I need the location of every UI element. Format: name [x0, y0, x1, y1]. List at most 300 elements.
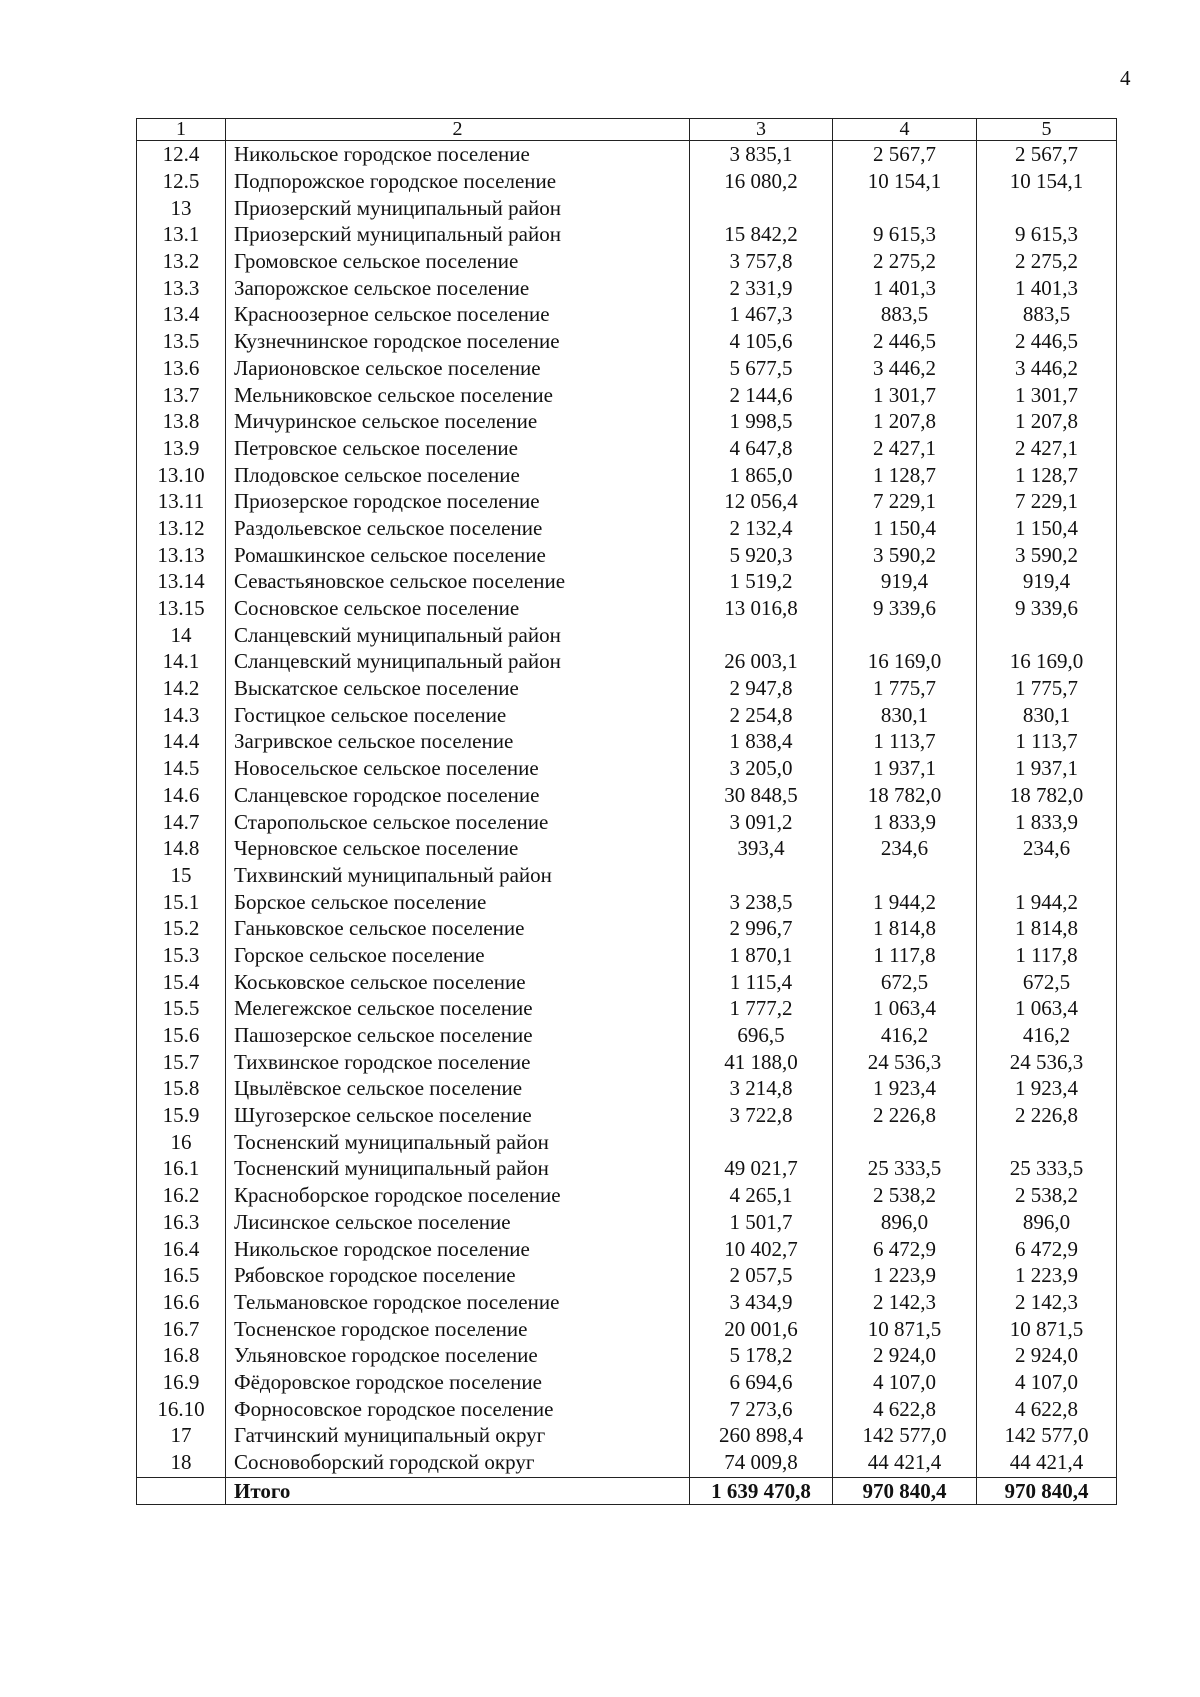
row-value-4: 1 117,8: [833, 942, 977, 969]
row-value-4: 10 154,1: [833, 168, 977, 195]
row-value-3: 3 434,9: [690, 1289, 833, 1316]
row-value-4: 1 775,7: [833, 675, 977, 702]
table-body: [137, 141, 1117, 1478]
row-value-5: 830,1: [977, 701, 1117, 728]
budget-table: [136, 118, 1117, 1505]
table-row: [137, 541, 1117, 568]
table-footer: [137, 1478, 1117, 1505]
row-name: Петровское сельское поселение: [226, 435, 690, 462]
row-number: 15.6: [137, 1022, 226, 1049]
row-number: 15.4: [137, 968, 226, 995]
row-name: Сосновоборский городской округ: [226, 1449, 690, 1478]
column-header-2: 2: [226, 119, 690, 141]
row-value-5: 1 923,4: [977, 1075, 1117, 1102]
row-value-3: 49 021,7: [690, 1155, 833, 1182]
table-row: [137, 1262, 1117, 1289]
total-number-cell: [137, 1478, 226, 1505]
row-value-4: 1 150,4: [833, 515, 977, 542]
row-value-3: 6 694,6: [690, 1369, 833, 1396]
row-name: Форносовское городское поселение: [226, 1395, 690, 1422]
row-value-3: 2 331,9: [690, 274, 833, 301]
row-value-3: 7 273,6: [690, 1395, 833, 1422]
header-row: [137, 119, 1117, 141]
row-value-4: 10 871,5: [833, 1315, 977, 1342]
row-value-5: 1 944,2: [977, 888, 1117, 915]
row-number: 14.3: [137, 701, 226, 728]
row-number: 16.10: [137, 1395, 226, 1422]
row-name: Пашозерское сельское поселение: [226, 1022, 690, 1049]
row-value-5: 2 924,0: [977, 1342, 1117, 1369]
row-value-4: 234,6: [833, 835, 977, 862]
column-header-3: 3: [690, 119, 833, 141]
table-row: [137, 1102, 1117, 1129]
row-name: Гостицкое сельское поселение: [226, 701, 690, 728]
row-name: Запорожское сельское поселение: [226, 274, 690, 301]
row-name: Подпорожское городское поселение: [226, 168, 690, 195]
row-value-3: 4 265,1: [690, 1182, 833, 1209]
row-number: 15.2: [137, 915, 226, 942]
row-value-5: 1 207,8: [977, 408, 1117, 435]
row-value-5: 1 814,8: [977, 915, 1117, 942]
row-value-4: 1 128,7: [833, 461, 977, 488]
row-value-5: 883,5: [977, 301, 1117, 328]
row-number: 15: [137, 862, 226, 889]
row-value-5: 16 169,0: [977, 648, 1117, 675]
row-value-3: 1 777,2: [690, 995, 833, 1022]
row-value-5: 1 150,4: [977, 515, 1117, 542]
row-value-4: 6 472,9: [833, 1235, 977, 1262]
row-number: 15.8: [137, 1075, 226, 1102]
row-value-5: 1 113,7: [977, 728, 1117, 755]
row-number: 13.6: [137, 355, 226, 382]
row-value-3: 1 838,4: [690, 728, 833, 755]
row-value-4: 18 782,0: [833, 782, 977, 809]
row-value-4: 2 567,7: [833, 141, 977, 168]
row-name: Громовское сельское поселение: [226, 248, 690, 275]
table-row: [137, 1422, 1117, 1449]
row-name: Никольское городское поселение: [226, 1235, 690, 1262]
row-number: 13.9: [137, 435, 226, 462]
table-row: [137, 435, 1117, 462]
row-name: Ларионовское сельское поселение: [226, 355, 690, 382]
row-value-4: 3 590,2: [833, 541, 977, 568]
row-name: Кузнечнинское городское поселение: [226, 328, 690, 355]
total-row: [137, 1478, 1117, 1505]
table-row: [137, 1022, 1117, 1049]
row-name: Приозерский муниципальный район: [226, 194, 690, 221]
row-value-5: [977, 194, 1117, 221]
row-value-4: 2 142,3: [833, 1289, 977, 1316]
row-value-3: 20 001,6: [690, 1315, 833, 1342]
row-value-5: 10 154,1: [977, 168, 1117, 195]
row-value-3: 10 402,7: [690, 1235, 833, 1262]
row-value-3: [690, 621, 833, 648]
row-number: 14.5: [137, 755, 226, 782]
row-name: Тосненский муниципальный район: [226, 1155, 690, 1182]
row-value-3: 2 057,5: [690, 1262, 833, 1289]
table-row: [137, 782, 1117, 809]
row-value-4: 24 536,3: [833, 1048, 977, 1075]
table-row: [137, 408, 1117, 435]
row-value-3: 1 998,5: [690, 408, 833, 435]
row-value-3: 1 865,0: [690, 461, 833, 488]
row-name: Приозерское городское поселение: [226, 488, 690, 515]
row-value-5: 416,2: [977, 1022, 1117, 1049]
row-number: 13.11: [137, 488, 226, 515]
row-value-3: 13 016,8: [690, 595, 833, 622]
row-value-4: 9 339,6: [833, 595, 977, 622]
row-name: Красноборское городское поселение: [226, 1182, 690, 1209]
row-number: 13.4: [137, 301, 226, 328]
table-row: [137, 701, 1117, 728]
row-value-4: 896,0: [833, 1209, 977, 1236]
row-number: 14.1: [137, 648, 226, 675]
table-row: [137, 194, 1117, 221]
row-value-5: 3 590,2: [977, 541, 1117, 568]
row-name: Ульяновское городское поселение: [226, 1342, 690, 1369]
row-value-4: 9 615,3: [833, 221, 977, 248]
row-value-5: 1 937,1: [977, 755, 1117, 782]
row-number: 16.3: [137, 1209, 226, 1236]
row-value-4: 883,5: [833, 301, 977, 328]
row-value-3: 2 947,8: [690, 675, 833, 702]
row-name: Тихвинский муниципальный район: [226, 862, 690, 889]
row-number: 16.1: [137, 1155, 226, 1182]
table-row: [137, 221, 1117, 248]
row-name: Черновское сельское поселение: [226, 835, 690, 862]
row-value-3: 5 677,5: [690, 355, 833, 382]
row-number: 13.8: [137, 408, 226, 435]
row-value-5: 234,6: [977, 835, 1117, 862]
table-row: [137, 862, 1117, 889]
row-number: 13.10: [137, 461, 226, 488]
table-row: [137, 1182, 1117, 1209]
table-row: [137, 515, 1117, 542]
row-name: Рябовское городское поселение: [226, 1262, 690, 1289]
row-value-4: [833, 862, 977, 889]
table-row: [137, 968, 1117, 995]
table-row: [137, 995, 1117, 1022]
row-value-4: 3 446,2: [833, 355, 977, 382]
row-value-5: [977, 621, 1117, 648]
table-row: [137, 168, 1117, 195]
table-row: [137, 355, 1117, 382]
table-row: [137, 1235, 1117, 1262]
row-value-5: 1 401,3: [977, 274, 1117, 301]
row-value-3: 2 144,6: [690, 381, 833, 408]
row-number: 16: [137, 1128, 226, 1155]
table-row: [137, 141, 1117, 168]
row-value-5: 6 472,9: [977, 1235, 1117, 1262]
row-value-5: 9 339,6: [977, 595, 1117, 622]
row-number: 13.5: [137, 328, 226, 355]
row-number: 18: [137, 1449, 226, 1478]
row-number: 13.7: [137, 381, 226, 408]
row-number: 16.4: [137, 1235, 226, 1262]
row-value-3: [690, 1128, 833, 1155]
row-value-3: 16 080,2: [690, 168, 833, 195]
row-value-5: [977, 1128, 1117, 1155]
row-value-5: 2 142,3: [977, 1289, 1117, 1316]
table-row: [137, 1075, 1117, 1102]
row-name: Сланцевское городское поселение: [226, 782, 690, 809]
row-name: Загривское сельское поселение: [226, 728, 690, 755]
row-value-5: 18 782,0: [977, 782, 1117, 809]
row-value-5: 919,4: [977, 568, 1117, 595]
row-number: 14.7: [137, 808, 226, 835]
row-number: 12.5: [137, 168, 226, 195]
row-value-5: 2 446,5: [977, 328, 1117, 355]
row-name: Новосельское сельское поселение: [226, 755, 690, 782]
row-value-4: 1 113,7: [833, 728, 977, 755]
row-number: 16.9: [137, 1369, 226, 1396]
table-row: [137, 835, 1117, 862]
table-row: [137, 1048, 1117, 1075]
row-name: Шугозерское сельское поселение: [226, 1102, 690, 1129]
row-value-4: 1 223,9: [833, 1262, 977, 1289]
row-value-5: 1 775,7: [977, 675, 1117, 702]
row-name: Фёдоровское городское поселение: [226, 1369, 690, 1396]
row-value-3: 2 132,4: [690, 515, 833, 542]
row-value-5: 142 577,0: [977, 1422, 1117, 1449]
row-name: Гатчинский муниципальный округ: [226, 1422, 690, 1449]
row-value-4: 2 924,0: [833, 1342, 977, 1369]
row-number: 17: [137, 1422, 226, 1449]
row-value-3: 3 722,8: [690, 1102, 833, 1129]
row-number: 13.14: [137, 568, 226, 595]
row-number: 13.1: [137, 221, 226, 248]
row-value-3: 15 842,2: [690, 221, 833, 248]
table-row: [137, 728, 1117, 755]
table-row: [137, 942, 1117, 969]
table-row: [137, 274, 1117, 301]
row-name: Коськовское сельское поселение: [226, 968, 690, 995]
row-number: 15.3: [137, 942, 226, 969]
row-number: 14.8: [137, 835, 226, 862]
row-value-5: 25 333,5: [977, 1155, 1117, 1182]
row-value-4: 1 401,3: [833, 274, 977, 301]
row-value-4: 2 275,2: [833, 248, 977, 275]
row-value-3: 30 848,5: [690, 782, 833, 809]
row-value-5: 10 871,5: [977, 1315, 1117, 1342]
row-name: Сланцевский муниципальный район: [226, 648, 690, 675]
row-number: 16.6: [137, 1289, 226, 1316]
row-value-4: 1 207,8: [833, 408, 977, 435]
table-row: [137, 755, 1117, 782]
row-name: Старопольское сельское поселение: [226, 808, 690, 835]
row-value-5: 1 223,9: [977, 1262, 1117, 1289]
row-value-5: 9 615,3: [977, 221, 1117, 248]
row-name: Севастьяновское сельское поселение: [226, 568, 690, 595]
row-value-4: [833, 621, 977, 648]
row-value-5: 1 063,4: [977, 995, 1117, 1022]
total-value-3: 1 639 470,8: [690, 1478, 833, 1505]
table-row: [137, 328, 1117, 355]
row-value-5: 1 833,9: [977, 808, 1117, 835]
row-value-4: 1 944,2: [833, 888, 977, 915]
row-value-3: [690, 862, 833, 889]
row-number: 14.6: [137, 782, 226, 809]
table-row: [137, 808, 1117, 835]
row-number: 15.9: [137, 1102, 226, 1129]
total-label: Итого: [226, 1478, 690, 1505]
row-value-5: 24 536,3: [977, 1048, 1117, 1075]
row-name: Борское сельское поселение: [226, 888, 690, 915]
row-value-4: [833, 1128, 977, 1155]
table-row: [137, 1128, 1117, 1155]
table-row: [137, 1289, 1117, 1316]
row-value-3: 696,5: [690, 1022, 833, 1049]
row-value-3: [690, 194, 833, 221]
table-row: [137, 675, 1117, 702]
row-value-4: 830,1: [833, 701, 977, 728]
table-row: [137, 461, 1117, 488]
row-value-3: 5 178,2: [690, 1342, 833, 1369]
row-number: 15.1: [137, 888, 226, 915]
table-row: [137, 888, 1117, 915]
row-value-5: 2 427,1: [977, 435, 1117, 462]
row-name: Цвылёвское сельское поселение: [226, 1075, 690, 1102]
row-value-4: 1 833,9: [833, 808, 977, 835]
row-name: Никольское городское поселение: [226, 141, 690, 168]
row-value-3: 41 188,0: [690, 1048, 833, 1075]
row-value-5: 1 301,7: [977, 381, 1117, 408]
row-value-4: [833, 194, 977, 221]
row-name: Сосновское сельское поселение: [226, 595, 690, 622]
row-name: Ромашкинское сельское поселение: [226, 541, 690, 568]
table-row: [137, 1342, 1117, 1369]
row-number: 16.5: [137, 1262, 226, 1289]
row-value-3: 1 501,7: [690, 1209, 833, 1236]
row-number: 13.2: [137, 248, 226, 275]
table-row: [137, 1209, 1117, 1236]
row-name: Тельмановское городское поселение: [226, 1289, 690, 1316]
row-value-4: 25 333,5: [833, 1155, 977, 1182]
row-value-4: 1 923,4: [833, 1075, 977, 1102]
row-value-5: 2 226,8: [977, 1102, 1117, 1129]
row-name: Ганьковское сельское поселение: [226, 915, 690, 942]
row-value-4: 4 622,8: [833, 1395, 977, 1422]
row-name: Плодовское сельское поселение: [226, 461, 690, 488]
row-value-5: 2 538,2: [977, 1182, 1117, 1209]
row-value-3: 1 115,4: [690, 968, 833, 995]
row-value-4: 1 301,7: [833, 381, 977, 408]
table-row: [137, 915, 1117, 942]
page-number: 4: [1120, 66, 1131, 90]
row-value-3: 3 757,8: [690, 248, 833, 275]
row-value-5: 896,0: [977, 1209, 1117, 1236]
row-value-5: 7 229,1: [977, 488, 1117, 515]
total-value-5: 970 840,4: [977, 1478, 1117, 1505]
table-row: [137, 1449, 1117, 1478]
row-value-5: 44 421,4: [977, 1449, 1117, 1478]
column-header-1: 1: [137, 119, 226, 141]
row-value-3: 12 056,4: [690, 488, 833, 515]
table-row: [137, 1155, 1117, 1182]
row-value-3: 1 519,2: [690, 568, 833, 595]
table-row: [137, 1395, 1117, 1422]
row-number: 13: [137, 194, 226, 221]
row-value-4: 919,4: [833, 568, 977, 595]
row-value-4: 2 538,2: [833, 1182, 977, 1209]
column-header-4: 4: [833, 119, 977, 141]
row-value-4: 2 226,8: [833, 1102, 977, 1129]
row-value-4: 4 107,0: [833, 1369, 977, 1396]
row-value-3: 3 835,1: [690, 141, 833, 168]
table-row: [137, 648, 1117, 675]
row-number: 16.7: [137, 1315, 226, 1342]
row-name: Мичуринское сельское поселение: [226, 408, 690, 435]
row-number: 16.2: [137, 1182, 226, 1209]
row-value-3: 4 647,8: [690, 435, 833, 462]
row-name: Мельниковское сельское поселение: [226, 381, 690, 408]
table-row: [137, 1369, 1117, 1396]
table-row: [137, 1315, 1117, 1342]
row-name: Тосненский муниципальный район: [226, 1128, 690, 1155]
row-value-5: 2 567,7: [977, 141, 1117, 168]
row-value-3: 3 238,5: [690, 888, 833, 915]
row-number: 13.3: [137, 274, 226, 301]
table-row: [137, 248, 1117, 275]
row-number: 13.15: [137, 595, 226, 622]
row-value-4: 1 937,1: [833, 755, 977, 782]
table-header: [137, 119, 1117, 141]
row-value-3: 2 254,8: [690, 701, 833, 728]
row-name: Горское сельское поселение: [226, 942, 690, 969]
row-value-3: 74 009,8: [690, 1449, 833, 1478]
table-row: [137, 568, 1117, 595]
row-value-3: 393,4: [690, 835, 833, 862]
row-number: 15.7: [137, 1048, 226, 1075]
row-name: Мелегежское сельское поселение: [226, 995, 690, 1022]
row-value-4: 44 421,4: [833, 1449, 977, 1478]
row-value-3: 3 091,2: [690, 808, 833, 835]
row-value-5: 1 117,8: [977, 942, 1117, 969]
row-number: 14.4: [137, 728, 226, 755]
row-value-4: 1 063,4: [833, 995, 977, 1022]
row-value-5: 1 128,7: [977, 461, 1117, 488]
row-value-5: 4 107,0: [977, 1369, 1117, 1396]
row-number: 15.5: [137, 995, 226, 1022]
table-row: [137, 488, 1117, 515]
column-header-5: 5: [977, 119, 1117, 141]
row-value-5: 672,5: [977, 968, 1117, 995]
row-value-3: 1 467,3: [690, 301, 833, 328]
row-value-4: 142 577,0: [833, 1422, 977, 1449]
row-value-5: 2 275,2: [977, 248, 1117, 275]
row-name: Тихвинское городское поселение: [226, 1048, 690, 1075]
row-value-3: 260 898,4: [690, 1422, 833, 1449]
row-number: 13.12: [137, 515, 226, 542]
row-value-3: 26 003,1: [690, 648, 833, 675]
row-name: Раздольевское сельское поселение: [226, 515, 690, 542]
row-value-3: 2 996,7: [690, 915, 833, 942]
row-name: Красноозерное сельское поселение: [226, 301, 690, 328]
row-name: Тосненское городское поселение: [226, 1315, 690, 1342]
table-row: [137, 301, 1117, 328]
row-value-4: 16 169,0: [833, 648, 977, 675]
row-name: Сланцевский муниципальный район: [226, 621, 690, 648]
row-value-4: 2 427,1: [833, 435, 977, 462]
row-name: Приозерский муниципальный район: [226, 221, 690, 248]
row-value-3: 3 205,0: [690, 755, 833, 782]
row-number: 14: [137, 621, 226, 648]
table-row: [137, 621, 1117, 648]
row-value-4: 416,2: [833, 1022, 977, 1049]
row-value-4: 7 229,1: [833, 488, 977, 515]
row-number: 16.8: [137, 1342, 226, 1369]
row-number: 13.13: [137, 541, 226, 568]
